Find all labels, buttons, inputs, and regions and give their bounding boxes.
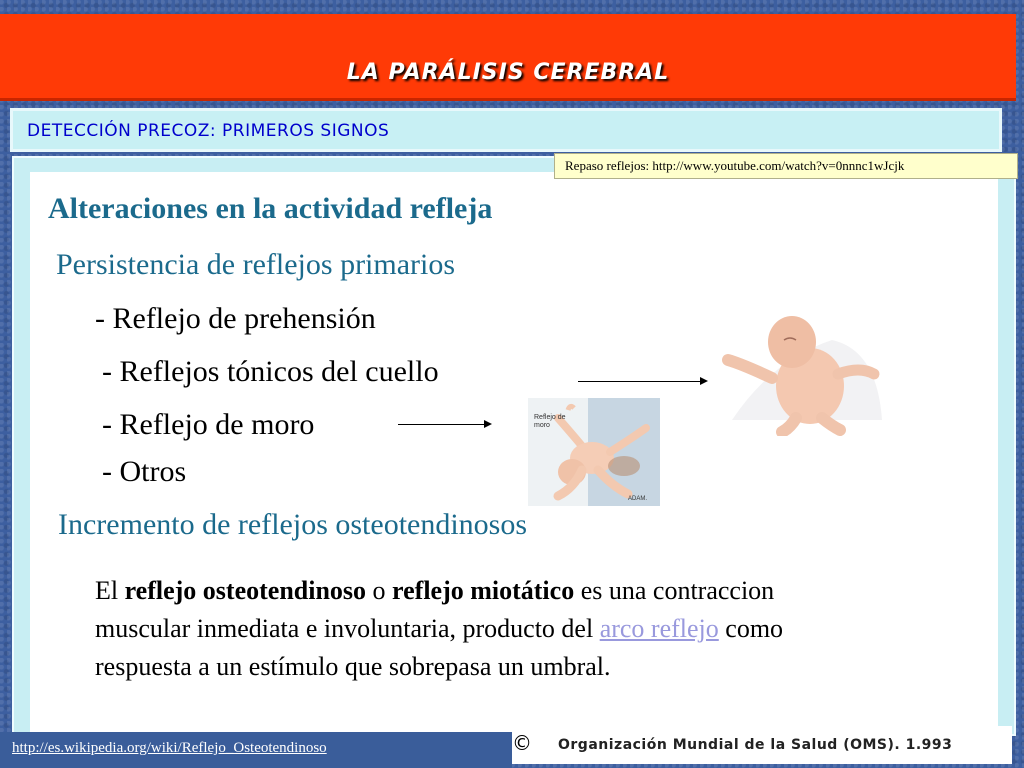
title-bar: [0, 14, 1016, 101]
section-heading-osteotendinous: Incremento de reflejos osteotendinosos: [58, 508, 528, 541]
paragraph-text: El: [95, 576, 125, 605]
paragraph-text: como respuesta a un estímulo que sobrepasa un umbral.: [95, 614, 784, 681]
arrow-to-moro-image: [398, 424, 490, 425]
paragraph-text: o: [366, 576, 393, 605]
paragraph-text: es una contraccion muscular inmediata e involuntaria, producto del: [95, 576, 775, 643]
slide-subtitle: DETECCIÓN PRECOZ: PRIMEROS SIGNOS: [27, 121, 390, 141]
reference-note[interactable]: Repaso reflejos: http://www.youtube.com/watch?v=0nnnc1wJcjk: [554, 153, 1018, 179]
moro-image-label: Reflejo de moro: [534, 414, 566, 429]
adam-credit: ADAM.: [628, 496, 648, 502]
baby-tonic-neck-image: [712, 300, 888, 436]
section-heading-primary-reflexes: Persistencia de reflejos primarios: [56, 248, 456, 281]
oms-credit-text: Organización Mundial de la Salud (OMS). 1.993: [558, 737, 953, 753]
arco-reflejo-link[interactable]: arco reflejo: [599, 614, 719, 643]
main-heading: Alteraciones en la actividad refleja: [48, 192, 493, 225]
subtitle-bar: [10, 108, 1002, 152]
arrow-to-baby-image: [578, 381, 706, 382]
paragraph-bold-term: reflejo miotático: [392, 576, 575, 605]
oms-credit-bar: [512, 726, 1012, 764]
list-item: - Otros: [102, 455, 187, 488]
wikipedia-link[interactable]: http://es.wikipedia.org/wiki/Reflejo_Osteotendinoso: [12, 740, 327, 756]
footer-link-bar: [0, 732, 512, 768]
slide-title: LA PARÁLISIS CEREBRAL: [346, 60, 670, 85]
list-item: - Reflejo de moro: [102, 408, 315, 441]
paragraph-bold-term: reflejo osteotendinoso: [124, 576, 367, 605]
copyright-icon: ©: [512, 731, 532, 755]
list-item: - Reflejo de prehensión: [95, 302, 376, 335]
definition-paragraph: [95, 572, 855, 686]
list-item: - Reflejos tónicos del cuello: [102, 355, 439, 388]
